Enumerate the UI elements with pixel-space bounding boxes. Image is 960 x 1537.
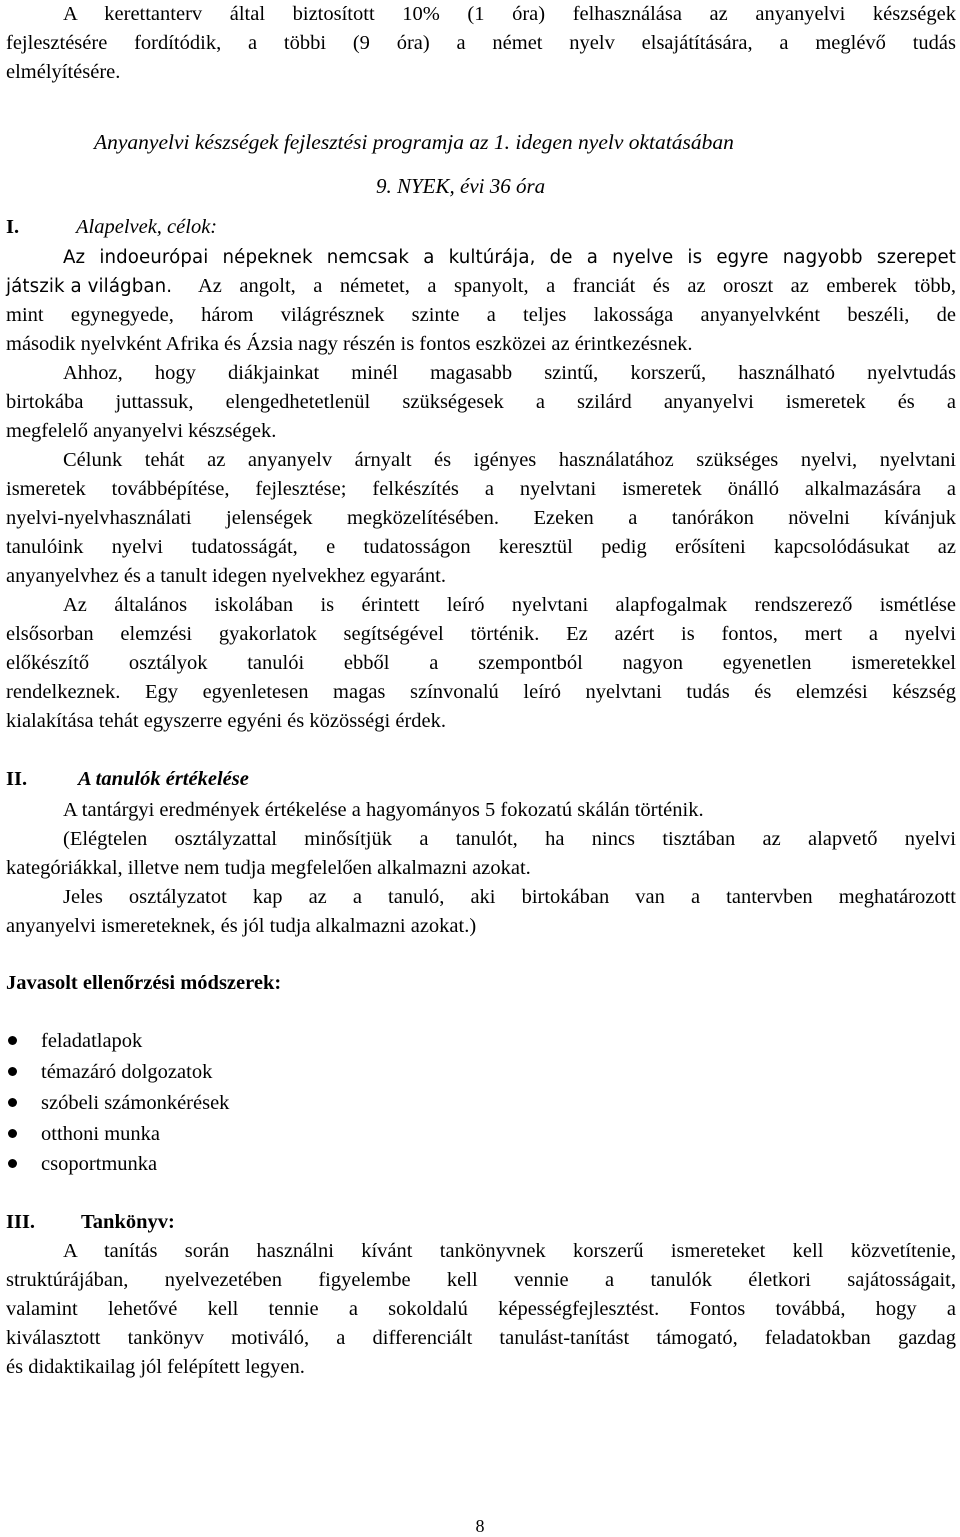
list-item-label: szóbeli számonkérések xyxy=(41,1092,230,1114)
bullet-icon xyxy=(8,1036,17,1045)
s3-line-3: valamint lehetővé kell tennie a sokoldalú képességfejlesztést. Fontos továbbá, hogy a xyxy=(6,1298,956,1320)
s2-line-4: Jeles osztályzatot kap az a tanuló, aki birtokában van a tantervben meghatározott xyxy=(63,886,956,908)
s1-line-12: anyanyelvhez és a tanult idegen nyelvekhez egyaránt. xyxy=(6,565,446,587)
list-item-label: témazáró dolgozatok xyxy=(41,1061,213,1083)
s1-line-2b: Az angolt, a németet, a spanyolt, a franciát és az oroszt az emberek több, xyxy=(198,275,956,297)
program-title: Anyanyelvi készségek fejlesztési programja az 1. idegen nyelv oktatásában xyxy=(94,130,734,154)
s1-line-6: birtokába juttassuk, elengedhetetlenül szükségesek a szilárd anyanyelvi ismeretek és a xyxy=(6,391,956,413)
s1-line-16: rendelkeznek. Egy egyenletesen magas színvonalú leíró nyelvtani tudás és elemzési készség xyxy=(6,681,956,703)
s1-line-17: kialakítása tehát egyszerre egyéni és közösségi érdek. xyxy=(6,710,446,732)
s1-line-9: ismeretek továbbépítése, fejlesztése; felkészítés a nyelvtani ismeretek önálló alkalmazására a xyxy=(6,478,956,500)
s1-line-2a: játszik a világban. xyxy=(6,276,173,297)
s3-line-1: A tanítás során használni kívánt tankönyvnek korszerű ismereteket kell közvetítenie, xyxy=(63,1240,956,1262)
s2-line-1: A tantárgyi eredmények értékelése a hagyományos 5 fokozatú skálán történik. xyxy=(63,799,704,821)
s3-line-4: kiválasztott tankönyv motiváló, a differenciált tanulást-tanítást támogató, feladatokban gazdag xyxy=(6,1327,956,1349)
s1-line-4: második nyelvként Afrika és Ázsia nagy részén is fontos eszközei az érintkezésnek. xyxy=(6,333,693,355)
list-item xyxy=(6,1089,229,1118)
s1-line-8: Célunk tehát az anyanyelv árnyalt és igényes használatához szükséges nyelvi, nyelvtani xyxy=(63,449,956,471)
s2-line-5: anyanyelvi ismereteknek, és jól tudja alkalmazni azokat.) xyxy=(6,915,477,937)
list-item xyxy=(6,1027,142,1056)
s1-line-5: Ahhoz, hogy diákjainkat minél magasabb szintű, korszerű, használható nyelvtudás xyxy=(63,362,956,384)
bullet-icon xyxy=(8,1159,17,1168)
s1-line-1: Az indoeurópai népeknek nemcsak a kultúrája, de a nyelve is egyre nagyobb szerepet xyxy=(63,247,956,268)
section-2-number: II. xyxy=(6,768,28,790)
list-item-label: csoportmunka xyxy=(41,1153,158,1175)
section-3-number: III. xyxy=(6,1211,36,1233)
section-3-heading: Tankönyv: xyxy=(81,1211,175,1233)
s3-line-5: és didaktikailag jól felépített legyen. xyxy=(6,1356,305,1378)
page-number: 8 xyxy=(475,1516,485,1536)
list-item-label: otthoni munka xyxy=(41,1123,161,1145)
s1-line-13: Az általános iskolában is érintett leíró nyelvtani alapfogalmak rendszerező ismétlése xyxy=(63,594,956,616)
bullet-icon xyxy=(8,1129,17,1138)
s2-line-2: (Elégtelen osztályzattal minősítjük a tanulót, ha nincs tisztában az alapvető nyelvi xyxy=(63,828,956,850)
program-subtitle: 9. NYEK, évi 36 óra xyxy=(376,174,546,198)
section-2-heading: A tanulók értékelése xyxy=(78,768,249,790)
list-item xyxy=(6,1150,157,1179)
intro-line-2: fejlesztésére fordítódik, a többi (9 óra) a német nyelv elsajátítására, a meglévő tudás xyxy=(6,32,956,54)
s1-line-11: tanulóink nyelvi tudatosságát, e tudatosságon keresztül pedig erősíteni kapcsolódásukat az xyxy=(6,536,956,558)
bullet-icon xyxy=(8,1067,17,1076)
list-item xyxy=(6,1120,160,1149)
s1-line-7: megfelelő anyanyelvi készségek. xyxy=(6,420,277,442)
s3-line-2: struktúrájában, nyelvezetében figyelembe kell vennie a tanulók életkori sajátosságait, xyxy=(6,1269,956,1291)
bullet-icon xyxy=(8,1098,17,1107)
methods-heading: Javasolt ellenőrzési módszerek: xyxy=(6,972,282,994)
s1-line-3: mint egynegyede, három világrésznek szinte a teljes lakossága anyanyelvként beszéli, de xyxy=(6,304,956,326)
section-1-number: I. xyxy=(6,216,20,238)
list-item-label: feladatlapok xyxy=(41,1030,143,1052)
s2-line-3: kategóriákkal, illetve nem tudja megfelelően alkalmazni azokat. xyxy=(6,857,531,879)
intro-line-3: elmélyítésére. xyxy=(6,61,121,83)
intro-line-1: A kerettanterv által biztosított 10% (1 óra) felhasználása az anyanyelvi készségek xyxy=(63,3,956,25)
list-item xyxy=(6,1058,212,1087)
s1-line-14: elsősorban elemzési gyakorlatok segítségével történik. Ez azért is fontos, mert a nyelvi xyxy=(6,623,956,645)
s1-line-10: nyelvi-nyelvhasználati jelenségek megközelítésében. Ezeken a tanórákon növelni kívánjuk xyxy=(6,507,956,529)
section-1-heading: Alapelvek, célok: xyxy=(76,216,218,238)
s1-line-15: előkészítő osztályok tanulói ebből a szempontból nagyon egyenetlen ismeretekkel xyxy=(6,652,956,674)
